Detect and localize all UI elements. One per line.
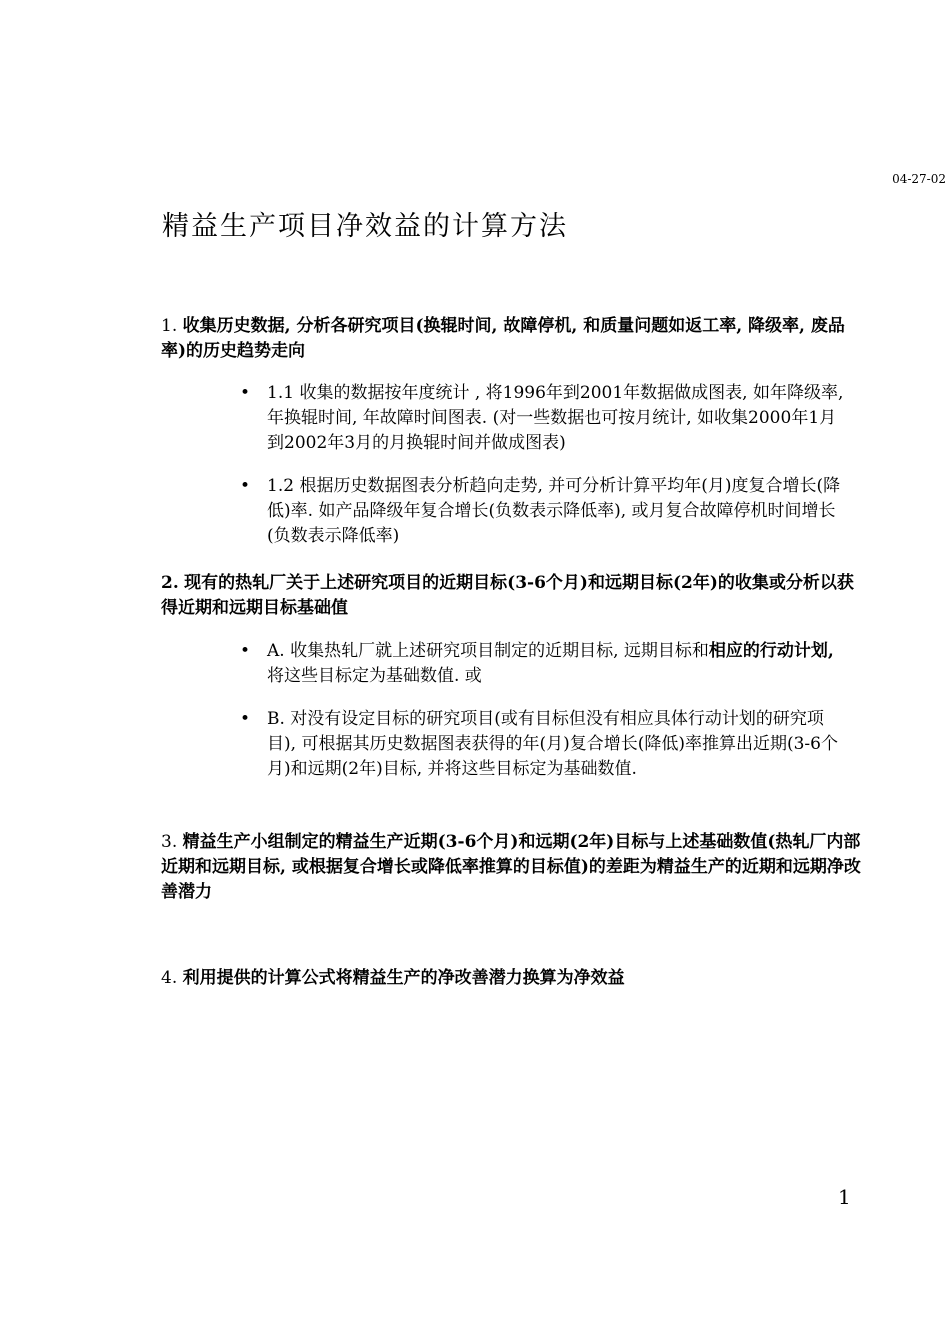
bullet-2-a-text: A. 收集热轧厂就上述研究项目制定的近期目标, 远期目标和 — [267, 641, 709, 661]
bullet-2-b: • B. 对没有设定目标的研究项目(或有目标但没有相应具体行动计划的研究项目), 可根据其历史数据图表获得的年(月)复合增长(降低)率推算出近期(3-6个月)和远期(2年)目标, 并将这些目标定为基础数值. — [240, 707, 850, 782]
page-title: 精益生产项目净效益的计算方法 — [162, 211, 568, 242]
bullet-2-a — [240, 639, 850, 689]
section-1-text: 收集历史数据, 分析各研究项目(换辊时间, 故障停机, 和质量问题如返工率, 降级率, 废品率)的历史趋势走向 — [161, 316, 845, 361]
section-4 — [161, 966, 861, 991]
section-1-bullets — [240, 381, 850, 567]
section-2-bullets — [240, 639, 850, 800]
section-2 — [161, 571, 861, 621]
section-4-number: 4. — [161, 968, 178, 988]
bullet-2-a-text-end: 将这些目标定为基础数值. 或 — [267, 666, 482, 686]
bullet-2-a-bold: 相应的行动计划, — [708, 641, 834, 661]
section-3 — [161, 830, 861, 905]
section-2-text: 现有的热轧厂关于上述研究项目的近期目标(3-6个月)和远期目标(2年)的收集或分析以获得近期和远期目标基础值 — [161, 573, 854, 618]
section-2-number: 2. — [161, 573, 179, 593]
header-date: 04-27-02 — [892, 172, 946, 186]
section-3-text: 精益生产小组制定的精益生产近期(3-6个月)和远期(2年)目标与上述基础数值(热轧厂内部近期和远期目标, 或根据复合增长或降低率推算的目标值)的差距为精益生产的近期和远期净改善潜力 — [161, 832, 861, 902]
section-1 — [161, 314, 861, 364]
bullet-1-2: • 1.2 根据历史数据图表分析趋向走势, 并可分析计算平均年(月)度复合增长(降低)率. 如产品降级年复合增长(负数表示降低率), 或月复合故障停机时间增长(负数表示降低率) — [240, 474, 850, 549]
bullet-1-1: • 1.1 收集的数据按年度统计 , 将1996年到2001年数据做成图表, 如年降级率, 年换辊时间, 年故障时间图表. (对一些数据也可按月统计, 如收集2000年1月到2002年3月的月换辊时间并做成图表) — [240, 381, 850, 456]
section-4-text: 利用提供的计算公式将精益生产的净改善潜力换算为净效益 — [182, 968, 625, 988]
section-1-number: 1. — [161, 316, 178, 336]
page-number: 1 — [838, 1185, 851, 1209]
section-3-number: 3. — [161, 832, 178, 852]
